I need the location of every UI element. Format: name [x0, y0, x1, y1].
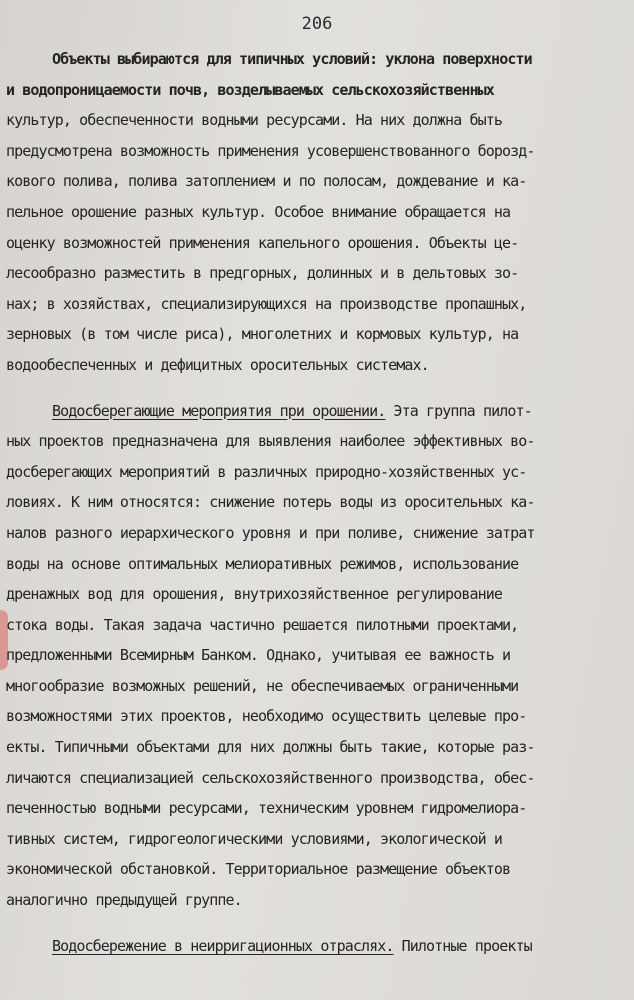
- text-line: тивных систем, гидрогеологическими условиями, экологической и: [6, 829, 502, 848]
- text-line: водообеспеченных и дефицитных оросительных системах.: [6, 355, 429, 374]
- text-line: экономической обстановкой. Территориальное размещение объектов: [6, 860, 511, 879]
- document-body: [6, 44, 628, 961]
- text-line: екты. Типичными объектами для них должны быть такие, которые раз-: [6, 738, 535, 757]
- text-line: оценку возможностей применения капельного орошения. Объекты це-: [6, 233, 519, 252]
- text-line: налов разного иерархического уровня и при поливе, снижение затрат: [6, 523, 535, 542]
- text-line: Объекты выбираются для типичных условий: уклона поверхности: [52, 50, 532, 68]
- paragraph-gap: [6, 381, 628, 396]
- text-line: многообразие возможных решений, не обеспечиваемых ограниченными: [6, 676, 519, 695]
- text-line: пельное орошение разных культур. Особое внимание обращается на: [6, 202, 511, 221]
- section-heading: Водосбережение в неирригационных отраслях.: [52, 936, 394, 955]
- text-line: нах; в хозяйствах, специализирующихся на производстве пропашных,: [6, 294, 527, 313]
- text-line: культур, обеспеченности водными ресурсами. На них должна быть: [6, 111, 502, 130]
- page-number: 206: [301, 14, 333, 34]
- paragraph-3: [6, 931, 628, 962]
- text-line: лесообразно разместить в предгорных, долинных и в дельтовых зо-: [6, 264, 519, 283]
- text-line: ловиях. К ним относятся: снижение потерь воды из оросительных ка-: [6, 493, 535, 512]
- text-line: [6, 931, 628, 962]
- section-heading: Водосберегающие мероприятия при орошении.: [52, 401, 386, 420]
- text-line: зерновых (в том числе риса), многолетних и кормовых культур, на: [6, 325, 519, 344]
- text-line: личаются специализацией сельскохозяйственного производства, обес-: [6, 768, 535, 787]
- paragraph-1: [6, 44, 628, 381]
- text-line: досберегающих мероприятий в различных природно-хозяйственных ус-: [6, 462, 527, 481]
- text-line: стока воды. Такая задача частично решается пилотными проектами,: [6, 615, 519, 634]
- text-line: возможностями этих проектов, необходимо осуществить целевые про-: [6, 707, 527, 726]
- paragraph-2: [6, 396, 628, 916]
- text-run: Эта группа пилот-: [385, 401, 532, 420]
- text-line: воды на основе оптимальных мелиоративных режимов, использование: [6, 554, 519, 573]
- text-line: и водопроницаемости почв, возделываемых сельскохозяйственных: [6, 80, 494, 99]
- text-line: предложенными Всемирным Банком. Однако, учитывая ее важность и: [6, 646, 511, 665]
- paragraph-2-lines: [6, 426, 628, 916]
- text-line: предусмотрена возможность применения усовершенствованного борозд-: [6, 141, 535, 160]
- text-line: кового полива, полива затоплением и по полосам, дождевание и ка-: [6, 172, 527, 191]
- text-line: [6, 396, 628, 427]
- text-line: печенностью водными ресурсами, техническим уровнем гидромелиора-: [6, 799, 527, 818]
- text-line: аналогично предыдущей группе.: [6, 891, 242, 910]
- text-run: Пилотные проекты: [393, 936, 532, 955]
- paragraph-gap: [6, 916, 628, 931]
- text-line: дренажных вод для орошения, внутрихозяйственное регулирование: [6, 585, 502, 604]
- text-line: ных проектов предназначена для выявления наиболее эффективных во-: [6, 432, 535, 451]
